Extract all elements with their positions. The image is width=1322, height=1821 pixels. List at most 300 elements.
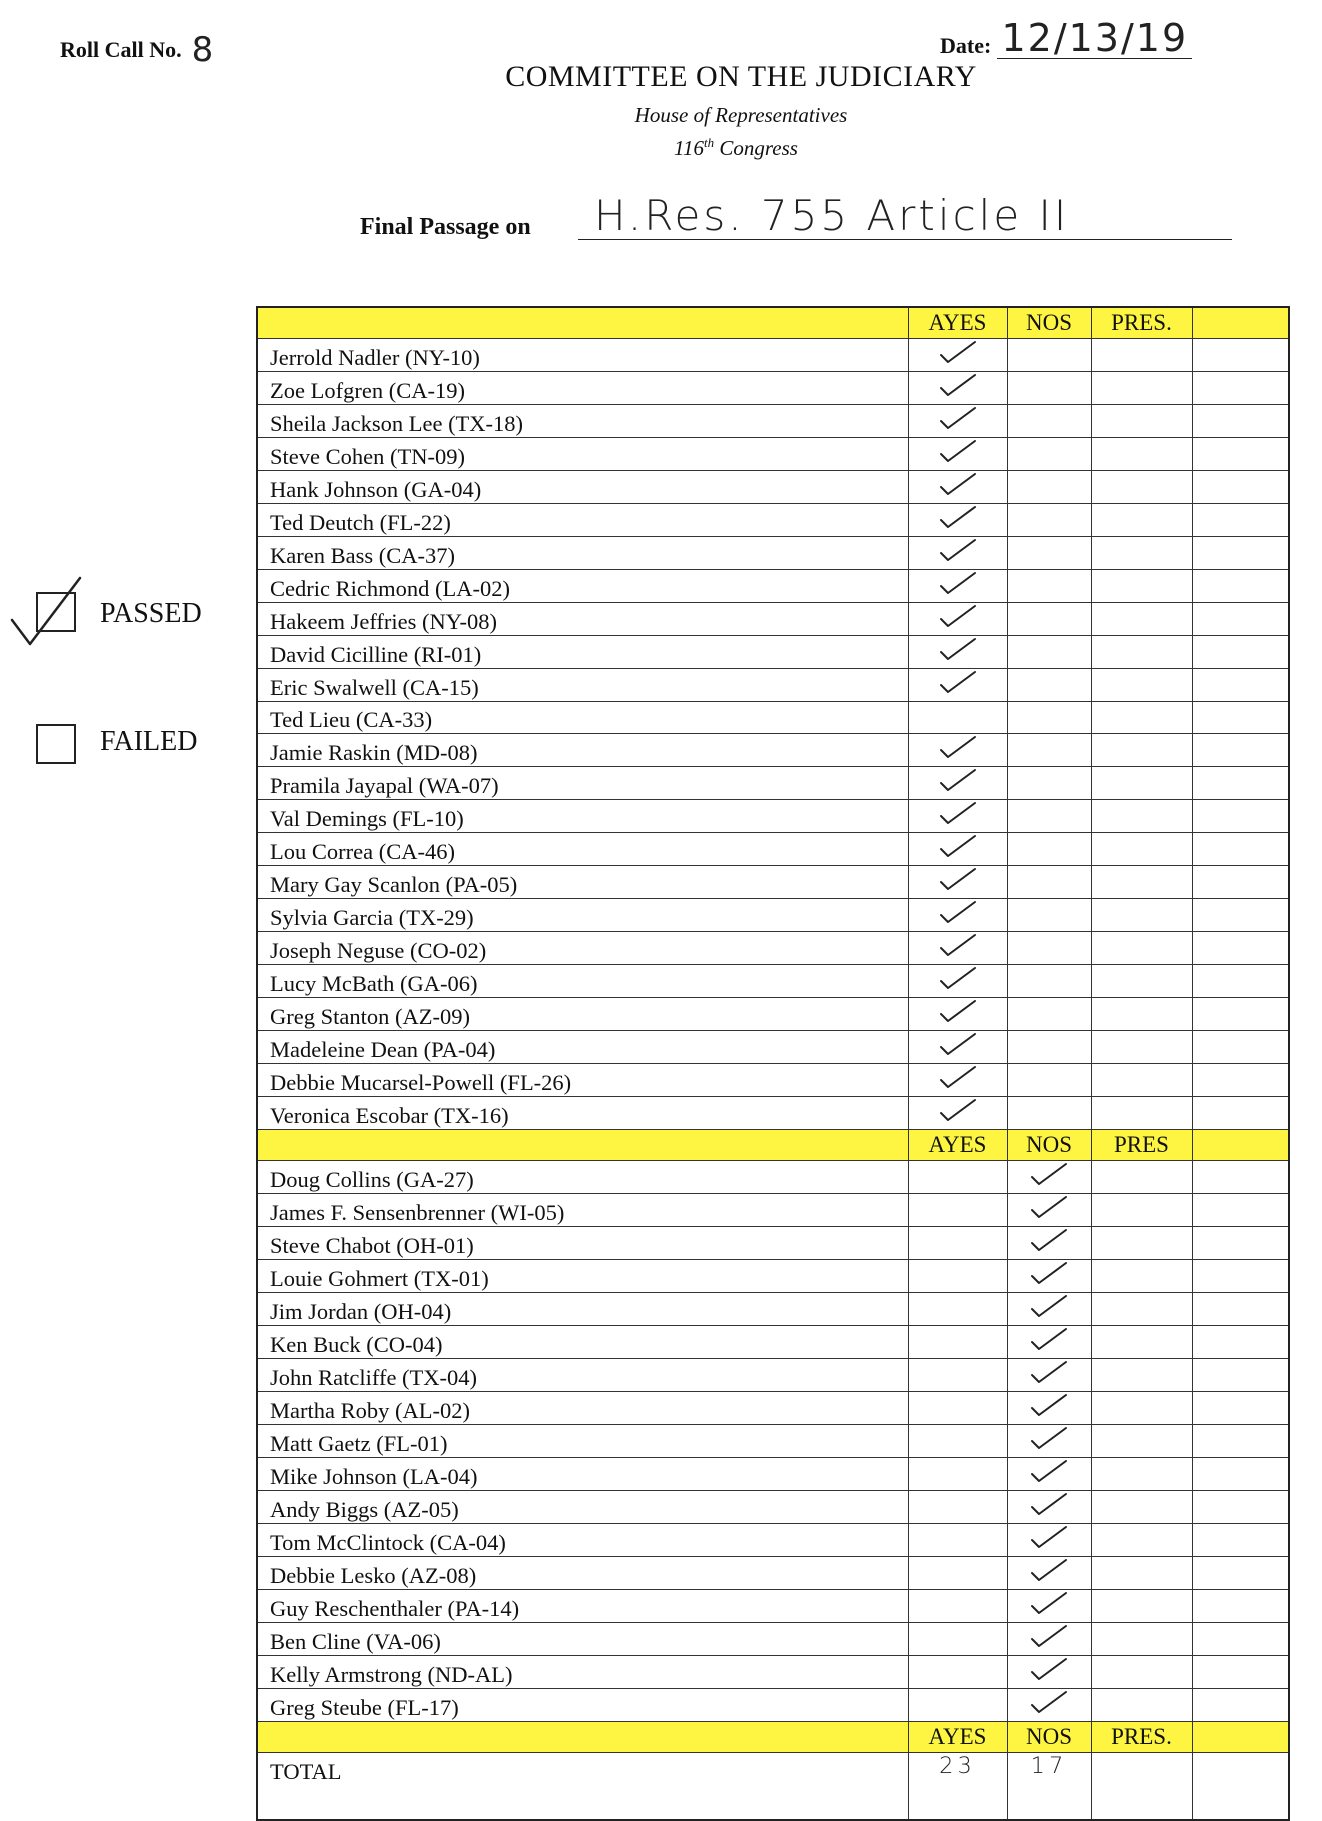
member-name: Kelly Armstrong (ND-AL) — [257, 1655, 908, 1688]
extra-cell — [1192, 799, 1289, 832]
extra-cell — [1192, 1589, 1289, 1622]
member-row — [257, 1193, 1289, 1226]
member-row — [257, 1655, 1289, 1688]
pres-cell — [1091, 1030, 1192, 1063]
nos-cell — [1007, 733, 1091, 766]
pres-cell — [1091, 1063, 1192, 1096]
extra-cell — [1192, 964, 1289, 997]
ayes-cell — [908, 1490, 1007, 1523]
check-mark-icon — [1026, 1458, 1072, 1484]
extra-cell — [1192, 832, 1289, 865]
extra-cell — [1192, 1556, 1289, 1589]
nos-cell — [1007, 669, 1091, 702]
member-row — [257, 603, 1289, 636]
ayes-cell — [908, 1193, 1007, 1226]
member-row — [257, 1226, 1289, 1259]
nos-cell — [1007, 504, 1091, 537]
roll-call-table — [256, 306, 1290, 1821]
member-row — [257, 865, 1289, 898]
ayes-cell — [908, 669, 1007, 702]
member-name: Ted Deutch (FL-22) — [257, 504, 908, 537]
check-mark-icon — [935, 866, 981, 892]
total-label: TOTAL — [257, 1752, 908, 1820]
nos-cell — [1007, 603, 1091, 636]
member-name: Steve Cohen (TN-09) — [257, 438, 908, 471]
pres-cell — [1091, 603, 1192, 636]
member-name: Tom McClintock (CA-04) — [257, 1523, 908, 1556]
member-row — [257, 1589, 1289, 1622]
member-name: Cedric Richmond (LA-02) — [257, 570, 908, 603]
member-row — [257, 1160, 1289, 1193]
extra-cell — [1192, 537, 1289, 570]
member-row — [257, 1063, 1289, 1096]
member-name: Matt Gaetz (FL-01) — [257, 1424, 908, 1457]
pres-cell — [1091, 1556, 1192, 1589]
member-name: Sylvia Garcia (TX-29) — [257, 898, 908, 931]
member-row — [257, 931, 1289, 964]
header-row-totals — [257, 1721, 1289, 1752]
pres-cell — [1091, 1292, 1192, 1325]
extra-cell — [1192, 1655, 1289, 1688]
check-mark-icon — [935, 965, 981, 991]
pres-cell — [1091, 372, 1192, 405]
ayes-cell — [908, 766, 1007, 799]
check-mark-icon — [1026, 1194, 1072, 1220]
extra-cell — [1192, 1063, 1289, 1096]
ayes-cell — [908, 964, 1007, 997]
nos-cell — [1007, 1424, 1091, 1457]
check-mark-icon — [1026, 1524, 1072, 1550]
extra-cell — [1192, 1193, 1289, 1226]
check-mark-icon — [1026, 1293, 1072, 1319]
roll-call-label: Roll Call No. — [60, 37, 182, 62]
pres-cell — [1091, 504, 1192, 537]
member-row — [257, 733, 1289, 766]
nos-cell — [1007, 405, 1091, 438]
pres-cell — [1091, 1688, 1192, 1721]
member-name: Madeleine Dean (PA-04) — [257, 1030, 908, 1063]
congress-number: 116 — [674, 136, 704, 160]
pres-cell — [1091, 1523, 1192, 1556]
pres-cell — [1091, 570, 1192, 603]
ayes-cell — [908, 1688, 1007, 1721]
member-row — [257, 1424, 1289, 1457]
check-mark-icon — [935, 833, 981, 859]
extra-cell — [1192, 339, 1289, 372]
ayes-cell — [908, 1523, 1007, 1556]
nos-cell — [1007, 964, 1091, 997]
total-nos: 17 — [1007, 1752, 1091, 1820]
congress-word: Congress — [719, 136, 798, 160]
check-mark-icon — [935, 405, 981, 431]
ayes-cell — [908, 898, 1007, 931]
header-blank — [1192, 1721, 1289, 1752]
extra-cell — [1192, 1226, 1289, 1259]
ayes-cell — [908, 997, 1007, 1030]
extra-cell — [1192, 898, 1289, 931]
total-blank — [1192, 1752, 1289, 1820]
ayes-cell — [908, 1259, 1007, 1292]
check-mark-icon — [8, 572, 88, 652]
header-blank — [1192, 307, 1289, 339]
check-mark-icon — [1026, 1557, 1072, 1583]
ayes-cell — [908, 438, 1007, 471]
ayes-cell — [908, 537, 1007, 570]
nos-cell — [1007, 636, 1091, 669]
header-name-cell — [257, 307, 908, 339]
extra-cell — [1192, 1622, 1289, 1655]
pres-cell — [1091, 1160, 1192, 1193]
member-row — [257, 1622, 1289, 1655]
header-pres: PRES. — [1091, 1721, 1192, 1752]
ayes-cell — [908, 1556, 1007, 1589]
check-mark-icon — [935, 1031, 981, 1057]
nos-cell — [1007, 1193, 1091, 1226]
ayes-cell — [908, 636, 1007, 669]
pres-cell — [1091, 1325, 1192, 1358]
check-mark-icon — [935, 372, 981, 398]
pres-cell — [1091, 1259, 1192, 1292]
ayes-cell — [908, 1292, 1007, 1325]
nos-cell — [1007, 1457, 1091, 1490]
extra-cell — [1192, 438, 1289, 471]
member-row — [257, 898, 1289, 931]
extra-cell — [1192, 1292, 1289, 1325]
extra-cell — [1192, 733, 1289, 766]
member-name: Jim Jordan (OH-04) — [257, 1292, 908, 1325]
header-pres: PRES. — [1091, 307, 1192, 339]
ayes-cell — [908, 865, 1007, 898]
ayes-cell — [908, 931, 1007, 964]
check-mark-icon — [935, 669, 981, 695]
extra-cell — [1192, 372, 1289, 405]
member-row — [257, 1030, 1289, 1063]
pres-cell — [1091, 1589, 1192, 1622]
member-row — [257, 1523, 1289, 1556]
member-name: Zoe Lofgren (CA-19) — [257, 372, 908, 405]
check-mark-icon — [1026, 1392, 1072, 1418]
pres-cell — [1091, 1457, 1192, 1490]
pres-cell — [1091, 1096, 1192, 1129]
extra-cell — [1192, 636, 1289, 669]
nos-cell — [1007, 537, 1091, 570]
nos-cell — [1007, 1063, 1091, 1096]
member-row — [257, 669, 1289, 702]
nos-cell — [1007, 997, 1091, 1030]
member-row — [257, 1688, 1289, 1721]
ayes-cell — [908, 570, 1007, 603]
check-mark-icon — [935, 504, 981, 530]
check-mark-icon — [1026, 1425, 1072, 1451]
check-mark-icon — [1026, 1689, 1072, 1715]
nos-cell — [1007, 570, 1091, 603]
ayes-cell — [908, 471, 1007, 504]
pres-cell — [1091, 1490, 1192, 1523]
check-mark-icon — [1026, 1227, 1072, 1253]
check-mark-icon — [935, 603, 981, 629]
congress-ordinal: th — [704, 135, 715, 150]
check-mark-icon — [935, 998, 981, 1024]
ayes-cell — [908, 1589, 1007, 1622]
check-mark-icon — [935, 537, 981, 563]
member-name: Ted Lieu (CA-33) — [257, 702, 908, 734]
member-row — [257, 438, 1289, 471]
ayes-cell — [908, 1391, 1007, 1424]
roll-call-body — [257, 307, 1289, 1820]
check-mark-icon — [1026, 1260, 1072, 1286]
check-mark-icon — [935, 570, 981, 596]
header-row-minority — [257, 1129, 1289, 1160]
check-mark-icon — [935, 438, 981, 464]
pres-cell — [1091, 1193, 1192, 1226]
ayes-cell — [908, 1096, 1007, 1129]
member-name: Doug Collins (GA-27) — [257, 1160, 908, 1193]
ayes-cell — [908, 1030, 1007, 1063]
ayes-cell — [908, 832, 1007, 865]
header-ayes: AYES — [908, 1721, 1007, 1752]
final-passage-value: H.Res. 755 Article II — [578, 196, 1232, 240]
ayes-cell — [908, 603, 1007, 636]
member-name: David Cicilline (RI-01) — [257, 636, 908, 669]
member-row — [257, 1391, 1289, 1424]
ayes-cell — [908, 504, 1007, 537]
nos-cell — [1007, 865, 1091, 898]
extra-cell — [1192, 405, 1289, 438]
check-mark-icon — [1026, 1491, 1072, 1517]
member-name: Ben Cline (VA-06) — [257, 1622, 908, 1655]
member-name: Mike Johnson (LA-04) — [257, 1457, 908, 1490]
nos-cell — [1007, 1688, 1091, 1721]
member-row — [257, 339, 1289, 372]
pres-cell — [1091, 766, 1192, 799]
member-row — [257, 537, 1289, 570]
member-name: Joseph Neguse (CO-02) — [257, 931, 908, 964]
nos-cell — [1007, 898, 1091, 931]
check-mark-icon — [1026, 1326, 1072, 1352]
member-row — [257, 1325, 1289, 1358]
check-mark-icon — [935, 800, 981, 826]
ayes-cell — [908, 1325, 1007, 1358]
member-row — [257, 1358, 1289, 1391]
member-name: Greg Steube (FL-17) — [257, 1688, 908, 1721]
check-mark-icon — [935, 471, 981, 497]
pres-cell — [1091, 832, 1192, 865]
pres-cell — [1091, 865, 1192, 898]
member-row — [257, 1259, 1289, 1292]
extra-cell — [1192, 669, 1289, 702]
member-row — [257, 832, 1289, 865]
check-mark-icon — [935, 932, 981, 958]
pres-cell — [1091, 471, 1192, 504]
header-nos: NOS — [1007, 307, 1091, 339]
pres-cell — [1091, 339, 1192, 372]
committee-title: COMMITTEE ON THE JUDICIARY — [505, 60, 977, 93]
nos-cell — [1007, 702, 1091, 734]
check-mark-icon — [1026, 1590, 1072, 1616]
member-name: Hakeem Jeffries (NY-08) — [257, 603, 908, 636]
nos-cell — [1007, 339, 1091, 372]
member-name: Karen Bass (CA-37) — [257, 537, 908, 570]
extra-cell — [1192, 997, 1289, 1030]
extra-cell — [1192, 766, 1289, 799]
pres-cell — [1091, 898, 1192, 931]
check-mark-icon — [1026, 1656, 1072, 1682]
header-blank — [1192, 1129, 1289, 1160]
member-name: Jerrold Nadler (NY-10) — [257, 339, 908, 372]
extra-cell — [1192, 570, 1289, 603]
nos-cell — [1007, 1292, 1091, 1325]
ayes-cell — [908, 1457, 1007, 1490]
ayes-cell — [908, 372, 1007, 405]
ayes-cell — [908, 1226, 1007, 1259]
check-mark-icon — [1026, 1623, 1072, 1649]
check-mark-icon — [935, 636, 981, 662]
member-name: Hank Johnson (GA-04) — [257, 471, 908, 504]
ayes-cell — [908, 799, 1007, 832]
extra-cell — [1192, 1523, 1289, 1556]
extra-cell — [1192, 1457, 1289, 1490]
pres-cell — [1091, 669, 1192, 702]
final-passage-label: Final Passage on — [360, 214, 531, 240]
member-row — [257, 1457, 1289, 1490]
ayes-cell — [908, 1063, 1007, 1096]
extra-cell — [1192, 1688, 1289, 1721]
extra-cell — [1192, 1259, 1289, 1292]
ayes-cell — [908, 1160, 1007, 1193]
pres-cell — [1091, 1391, 1192, 1424]
extra-cell — [1192, 1490, 1289, 1523]
member-row — [257, 1490, 1289, 1523]
ayes-cell — [908, 405, 1007, 438]
check-mark-icon — [935, 899, 981, 925]
member-row — [257, 799, 1289, 832]
pres-cell — [1091, 537, 1192, 570]
extra-cell — [1192, 1096, 1289, 1129]
nos-cell — [1007, 1358, 1091, 1391]
member-row — [257, 1556, 1289, 1589]
nos-cell — [1007, 766, 1091, 799]
member-name: Martha Roby (AL-02) — [257, 1391, 908, 1424]
member-name: Debbie Mucarsel-Powell (FL-26) — [257, 1063, 908, 1096]
member-name: Lucy McBath (GA-06) — [257, 964, 908, 997]
total-ayes: 23 — [908, 1752, 1007, 1820]
roll-call-value: 8 — [191, 30, 214, 70]
header-nos: NOS — [1007, 1129, 1091, 1160]
check-mark-icon — [935, 767, 981, 793]
check-mark-icon — [935, 734, 981, 760]
total-pres — [1091, 1752, 1192, 1820]
extra-cell — [1192, 1358, 1289, 1391]
member-row — [257, 471, 1289, 504]
extra-cell — [1192, 931, 1289, 964]
nos-cell — [1007, 832, 1091, 865]
date-value: 12/13/19 — [997, 18, 1192, 59]
pres-cell — [1091, 1358, 1192, 1391]
pres-cell — [1091, 405, 1192, 438]
extra-cell — [1192, 603, 1289, 636]
failed-label: FAILED — [100, 726, 198, 757]
nos-cell — [1007, 471, 1091, 504]
header-ayes: AYES — [908, 307, 1007, 339]
nos-cell — [1007, 372, 1091, 405]
nos-cell — [1007, 1622, 1091, 1655]
house-subtitle: House of Representatives — [634, 103, 848, 127]
pres-cell — [1091, 733, 1192, 766]
pres-cell — [1091, 1226, 1192, 1259]
nos-cell — [1007, 1490, 1091, 1523]
header-pres: PRES — [1091, 1129, 1192, 1160]
nos-cell — [1007, 1325, 1091, 1358]
member-row — [257, 702, 1289, 734]
nos-cell — [1007, 931, 1091, 964]
member-name: Pramila Jayapal (WA-07) — [257, 766, 908, 799]
header-name-cell — [257, 1129, 908, 1160]
member-row — [257, 766, 1289, 799]
member-row — [257, 636, 1289, 669]
member-name: Val Demings (FL-10) — [257, 799, 908, 832]
pres-cell — [1091, 438, 1192, 471]
date-label: Date: — [940, 33, 992, 58]
nos-cell — [1007, 1226, 1091, 1259]
nos-cell — [1007, 1556, 1091, 1589]
member-name: Andy Biggs (AZ-05) — [257, 1490, 908, 1523]
extra-cell — [1192, 1424, 1289, 1457]
nos-cell — [1007, 1096, 1091, 1129]
member-name: Guy Reschenthaler (PA-14) — [257, 1589, 908, 1622]
check-mark-icon — [935, 1064, 981, 1090]
nos-cell — [1007, 438, 1091, 471]
member-name: Debbie Lesko (AZ-08) — [257, 1556, 908, 1589]
extra-cell — [1192, 1325, 1289, 1358]
member-name: Jamie Raskin (MD-08) — [257, 733, 908, 766]
header-ayes: AYES — [908, 1129, 1007, 1160]
ayes-cell — [908, 339, 1007, 372]
date-field — [940, 18, 1192, 59]
check-mark-icon — [1026, 1161, 1072, 1187]
ayes-cell — [908, 702, 1007, 734]
nos-cell — [1007, 799, 1091, 832]
passed-label: PASSED — [100, 598, 202, 629]
member-row — [257, 372, 1289, 405]
nos-cell — [1007, 1589, 1091, 1622]
pres-cell — [1091, 997, 1192, 1030]
nos-cell — [1007, 1259, 1091, 1292]
pres-cell — [1091, 1424, 1192, 1457]
extra-cell — [1192, 471, 1289, 504]
member-row — [257, 997, 1289, 1030]
member-name: Veronica Escobar (TX-16) — [257, 1096, 908, 1129]
failed-checkbox[interactable] — [36, 724, 76, 764]
nos-cell — [1007, 1160, 1091, 1193]
ayes-cell — [908, 1622, 1007, 1655]
nos-cell — [1007, 1391, 1091, 1424]
nos-cell — [1007, 1030, 1091, 1063]
nos-cell — [1007, 1655, 1091, 1688]
header-name-cell — [257, 1721, 908, 1752]
extra-cell — [1192, 1160, 1289, 1193]
ayes-cell — [908, 733, 1007, 766]
pres-cell — [1091, 931, 1192, 964]
extra-cell — [1192, 1030, 1289, 1063]
member-name: John Ratcliffe (TX-04) — [257, 1358, 908, 1391]
total-row — [257, 1752, 1289, 1820]
member-name: Eric Swalwell (CA-15) — [257, 669, 908, 702]
member-row — [257, 1096, 1289, 1129]
member-name: Louie Gohmert (TX-01) — [257, 1259, 908, 1292]
member-row — [257, 964, 1289, 997]
extra-cell — [1192, 1391, 1289, 1424]
extra-cell — [1192, 504, 1289, 537]
